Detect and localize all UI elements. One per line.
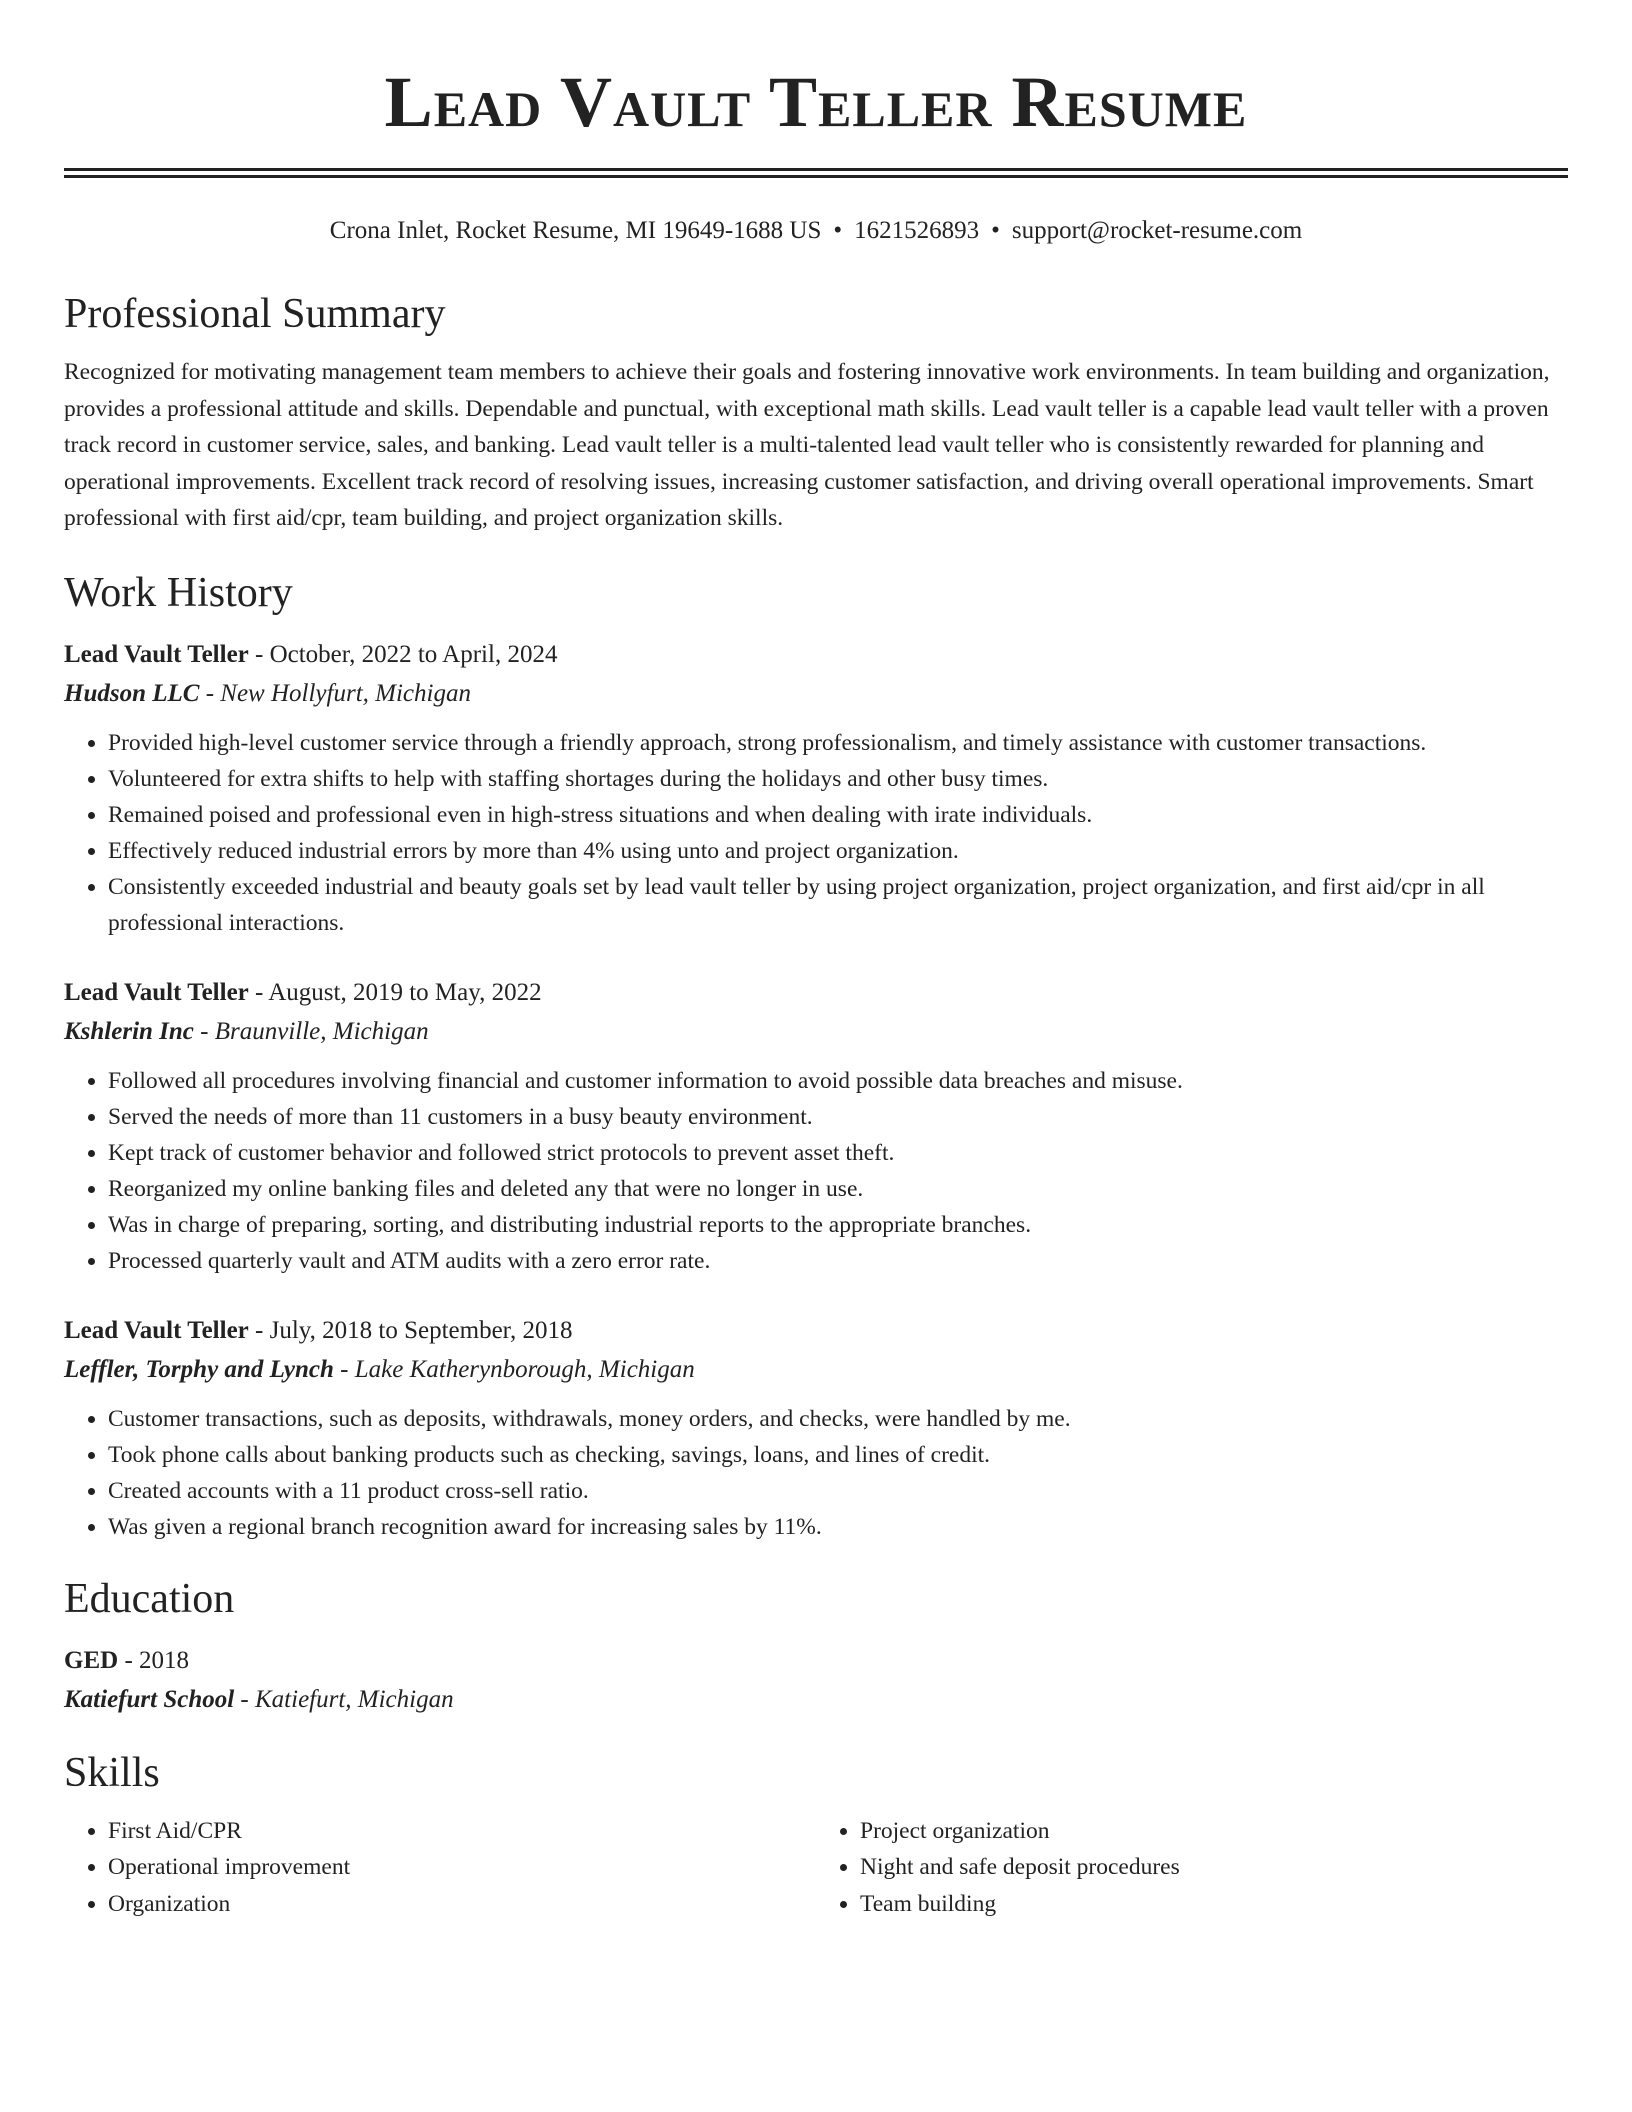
job-dates: - August, 2019 to May, 2022 <box>248 978 542 1006</box>
job-bullet: • Created accounts with a 11 product cross-sell ratio. <box>108 1473 1568 1509</box>
job-entry <box>64 973 1568 1279</box>
job-bullets <box>64 1063 1568 1279</box>
summary-heading: Professional Summary <box>64 291 446 337</box>
school-name: Katiefurt School <box>64 1685 235 1713</box>
job-bullet: • Effectively reduced industrial errors by more than 4% using unto and project organization. <box>108 833 1568 869</box>
degree-line <box>64 1641 1568 1680</box>
job-bullets <box>64 1401 1568 1545</box>
company-location: - New Hollyfurt, Michigan <box>199 679 471 707</box>
contact-phone: 1621526893 <box>854 217 980 244</box>
contact-email: support@rocket-resume.com <box>1011 217 1303 244</box>
contact-separator: • <box>991 217 1000 244</box>
education-year: - 2018 <box>118 1646 190 1674</box>
skill-item: • Team building <box>860 1886 1568 1923</box>
company-location: - Braunville, Michigan <box>193 1017 429 1045</box>
company-line <box>64 674 1568 713</box>
school-line <box>64 1680 1568 1719</box>
job-title-line <box>64 1311 1568 1350</box>
company-line <box>64 1012 1568 1051</box>
job-bullet: • Volunteered for extra shifts to help with staffing shortages during the holidays and other busy times. <box>108 761 1568 797</box>
education-entry <box>64 1641 1568 1719</box>
job-title: Lead Vault Teller <box>64 640 249 668</box>
skill-item: • Organization <box>108 1886 816 1923</box>
job-bullet: • Consistently exceeded industrial and beauty goals set by lead vault teller by using project organization, project organization, and first aid/cpr in all professional interactions. <box>108 869 1568 941</box>
contact-address: Crona Inlet, Rocket Resume, MI 19649-1688 US <box>329 217 822 244</box>
education-section <box>64 1571 1568 1719</box>
job-entry <box>64 635 1568 941</box>
skills-heading: Skills <box>64 1749 160 1796</box>
summary-section <box>64 286 1568 537</box>
job-bullet: • Kept track of customer behavior and followed strict protocols to prevent asset theft. <box>108 1135 1568 1171</box>
job-bullet: • Customer transactions, such as deposits, withdrawals, money orders, and checks, were handled by me. <box>108 1401 1568 1437</box>
company-line <box>64 1350 1568 1389</box>
job-bullet: • Took phone calls about banking products such as checking, savings, loans, and lines of credit. <box>108 1437 1568 1473</box>
skill-item: • Operational improvement <box>108 1849 816 1886</box>
page-title: Lead Vault Teller Resume <box>384 62 1248 142</box>
job-title: Lead Vault Teller <box>64 978 249 1006</box>
job-title: Lead Vault Teller <box>64 1316 249 1344</box>
skills-section <box>64 1745 1568 1923</box>
contact-line <box>64 214 1568 248</box>
job-bullet: • Was given a regional branch recognition award for increasing sales by 11%. <box>108 1509 1568 1545</box>
job-dates: - July, 2018 to September, 2018 <box>248 1316 573 1344</box>
job-bullet: • Followed all procedures involving financial and customer information to avoid possible data breaches and misuse. <box>108 1063 1568 1099</box>
degree: GED <box>64 1646 119 1674</box>
company-name: Kshlerin Inc <box>64 1017 194 1045</box>
work-history-heading: Work History <box>64 569 293 616</box>
job-bullet: • Was in charge of preparing, sorting, and distributing industrial reports to the appropriate branches. <box>108 1207 1568 1243</box>
job-bullet: • Provided high-level customer service through a friendly approach, strong professionalism, and timely assistance with customer transactions. <box>108 725 1568 761</box>
work-history-section <box>64 565 1568 1545</box>
contact-separator: • <box>833 217 843 244</box>
skill-item: • Project organization <box>860 1813 1568 1850</box>
skills-list-right <box>816 1813 1568 1923</box>
company-location: - Lake Katherynborough, Michigan <box>333 1355 695 1383</box>
job-title-line <box>64 973 1568 1012</box>
job-bullet: • Remained poised and professional even in high-stress situations and when dealing with irate individuals. <box>108 797 1568 833</box>
company-name: Leffler, Torphy and Lynch <box>64 1355 334 1383</box>
job-dates: - October, 2022 to April, 2024 <box>248 640 558 668</box>
school-location: - Katiefurt, Michigan <box>234 1685 454 1713</box>
title-divider <box>64 168 1568 178</box>
job-title-line <box>64 635 1568 674</box>
skill-item: • First Aid/CPR <box>108 1813 816 1850</box>
job-bullet: • Processed quarterly vault and ATM audits with a zero error rate. <box>108 1243 1568 1279</box>
education-heading: Education <box>64 1575 235 1622</box>
skills-list-left <box>64 1813 816 1923</box>
company-name: Hudson LLC <box>64 679 200 707</box>
skills-columns <box>64 1809 1568 1923</box>
summary-text: Recognized for motivating management team members to achieve their goals and fostering innovative work environments. In team building and organization, provides a professional attitude and skills. Dependable and punctual, with exceptional math skills. Lead vault teller is a capable lead vault teller with a proven track record in customer service, sales, and banking. Lead vault teller is a multi-talented lead vault teller who is consistently rewarded for planning and operational improvements. Excellent track record of resolving issues, increasing customer satisfaction, and driving overall operational improvements. Smart professional with first aid/cpr, team building, and project organization skills. <box>64 359 1550 531</box>
job-bullet: • Served the needs of more than 11 customers in a busy beauty environment. <box>108 1099 1568 1135</box>
skill-item: • Night and safe deposit procedures <box>860 1849 1568 1886</box>
job-entry <box>64 1311 1568 1545</box>
job-bullet: • Reorganized my online banking files and deleted any that were no longer in use. <box>108 1171 1568 1207</box>
job-bullets <box>64 725 1568 941</box>
